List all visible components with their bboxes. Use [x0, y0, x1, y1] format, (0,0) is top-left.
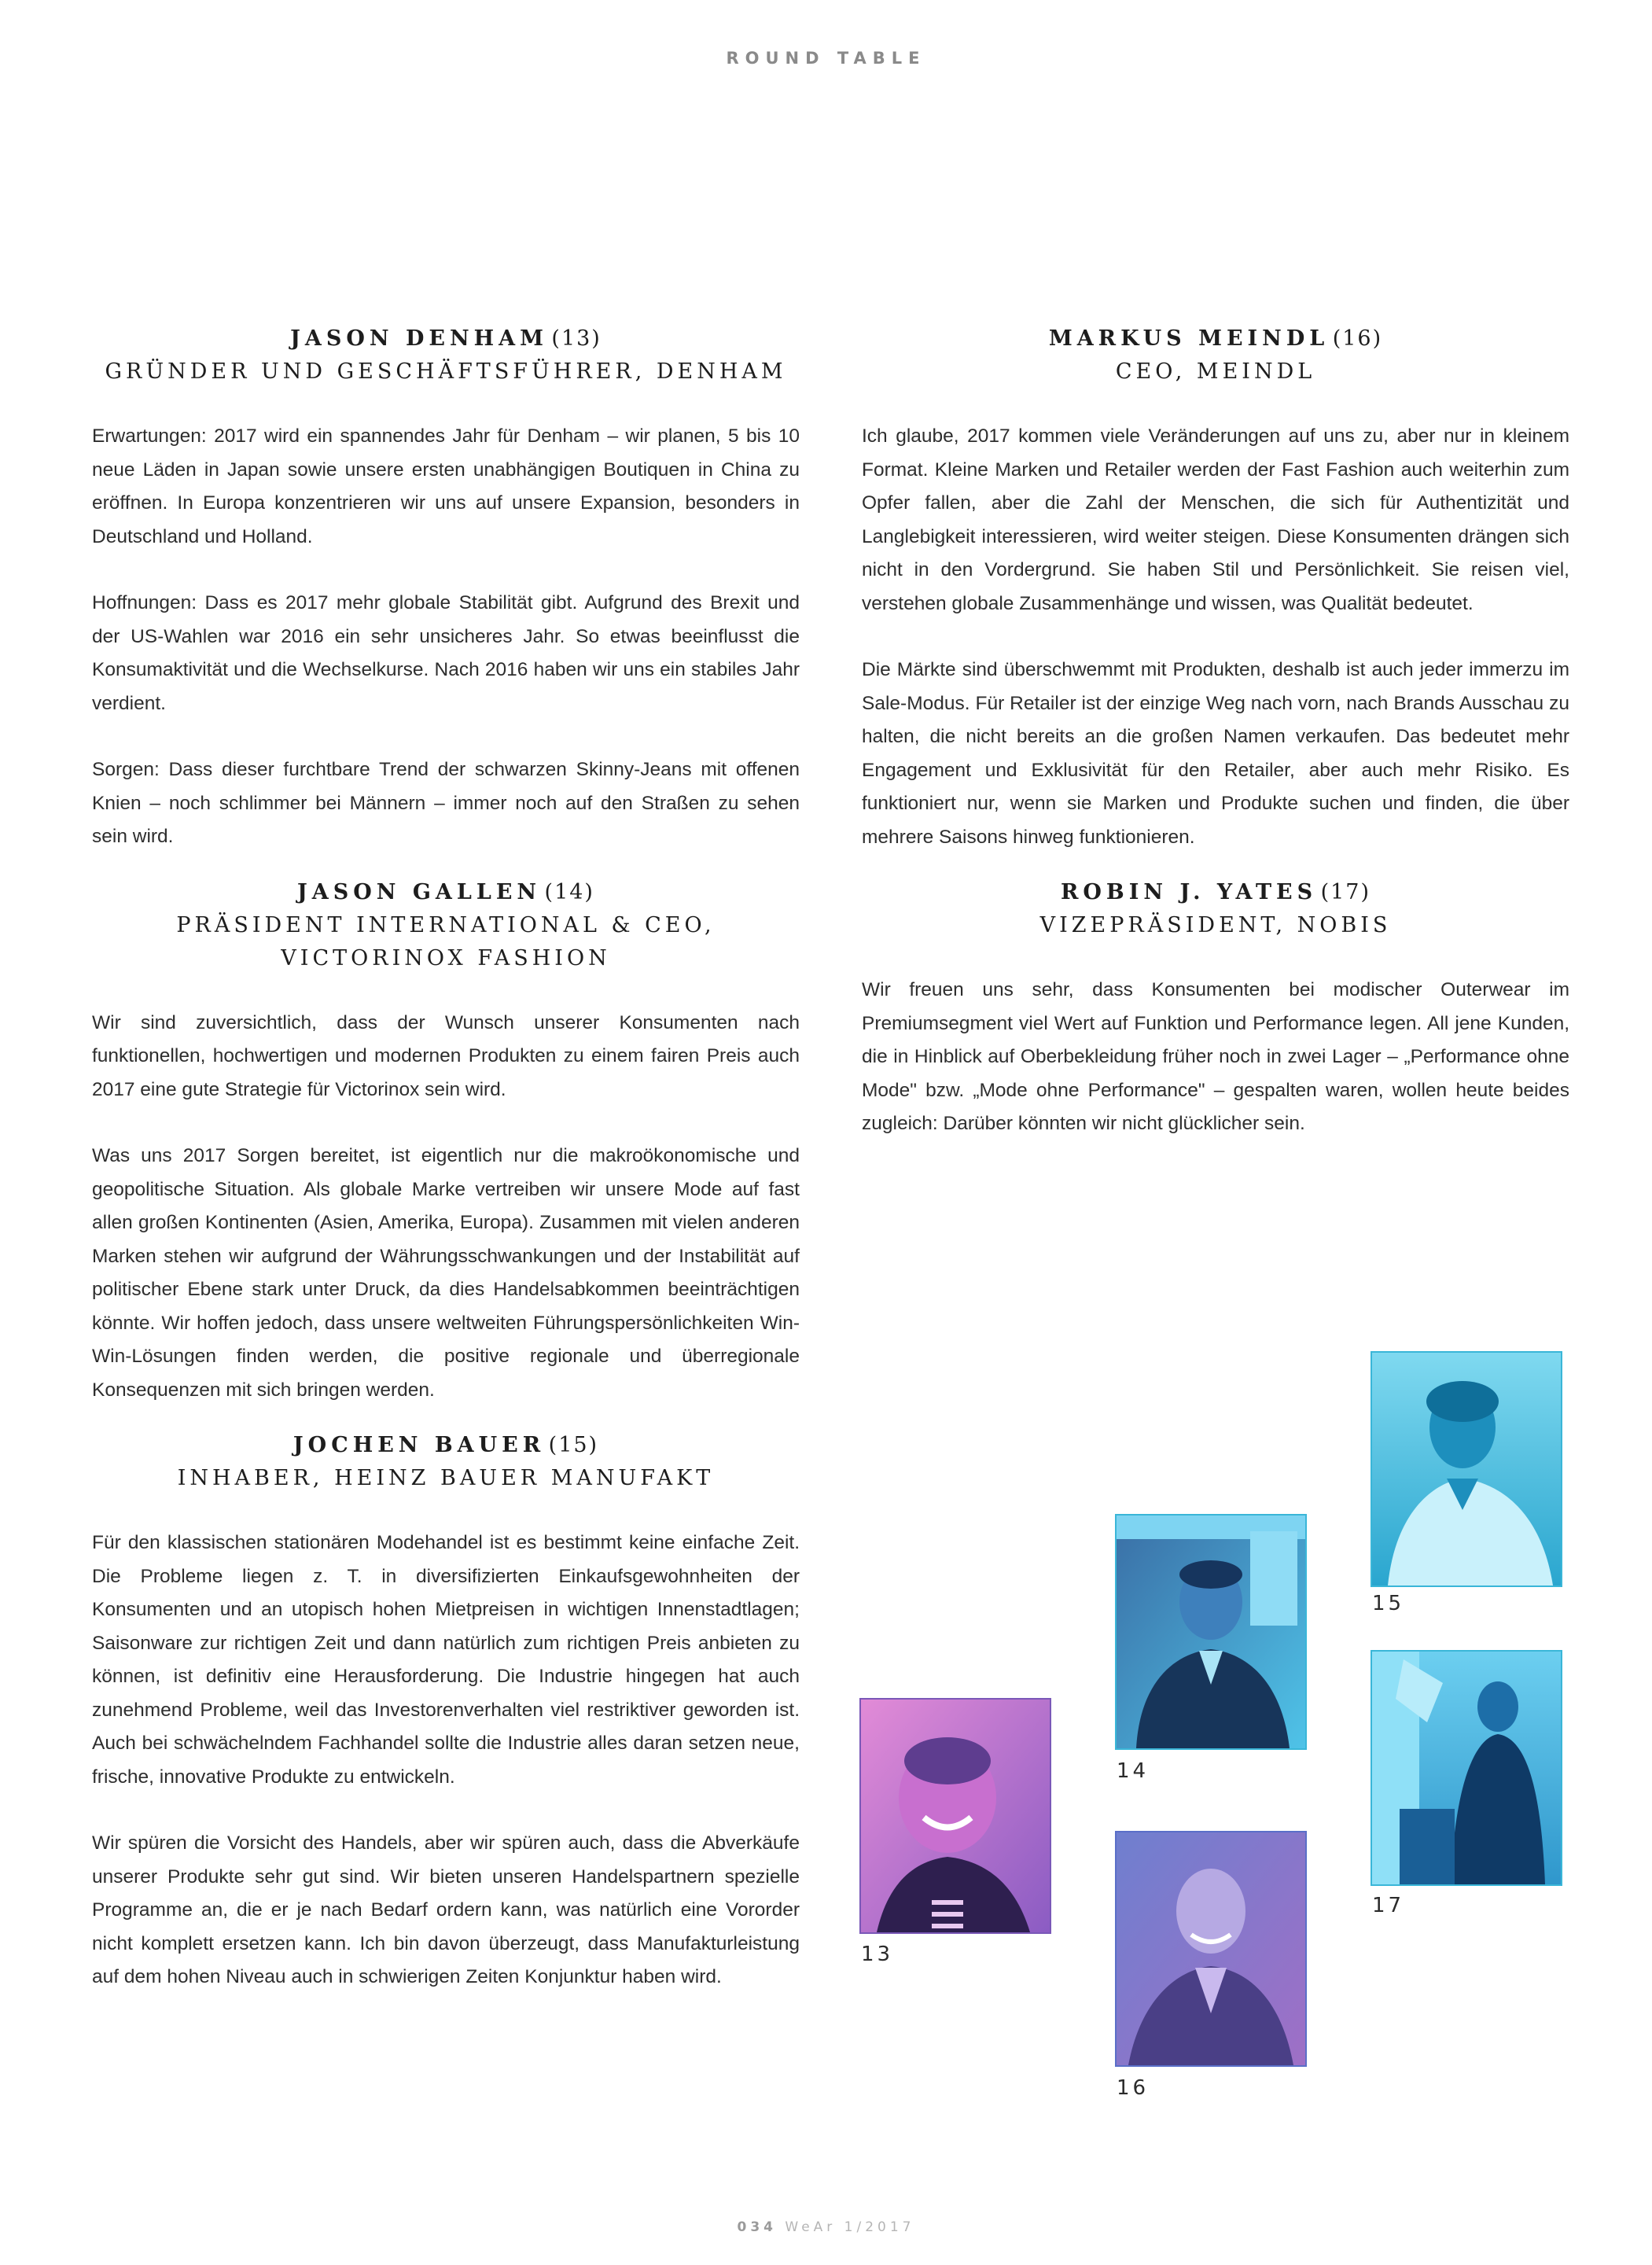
person-name: ROBIN J. YATES	[1060, 880, 1318, 904]
paragraph: Wir spüren die Vorsicht des Handels, aber wir spüren auch, dass die Abverkäufe unserer Produkte sehr gut sind. Wir bieten unseren Handelspartnern spezielle Programme an, die er je nach Bedarf ordern kann, was natürlich eine Vororder nicht komplett ersetzen kann. Ich bin davon überzeugt, dass Manufakturleistung auf dem hohen Niveau auch in schwierigen Zeiten Konjunktur haben wird.	[92, 1832, 800, 1987]
person-number: (16)	[1332, 326, 1383, 351]
person-heading-13	[92, 322, 800, 389]
section-header: ROUND TABLE	[726, 49, 926, 68]
person-name: MARKUS MEINDL	[1048, 326, 1330, 351]
person-role: GRÜNDER UND GESCHÄFTSFÜHRER, DENHAM	[105, 359, 787, 384]
person-heading-14	[92, 876, 800, 975]
person-number: (14)	[544, 879, 594, 904]
person-role: VIZEPRÄSIDENT, NOBIS	[1039, 913, 1392, 937]
paragraph: Was uns 2017 Sorgen bereitet, ist eigentlich nur die makroökonomische und geopolitische Situation. Als globale Marke vertreiben wir unsere Mode auf fast allen großen Kontinenten (Asien, Amerika, Europa). Zusammen mit vielen anderen Marken stehen wir aufgrund der Währungsschwankungen und der Instabilität auf politischer Ebene stark unter Druck, da dies Handelsabkommen beeinträchtigen könnte. Wir hoffen jedoch, dass unsere weltweiten Führungspersönlichkeiten Win-Win-Lösungen finden werden, die positive regionale und überregionale Konsequenzen mit sich bringen werden.	[92, 1145, 800, 1401]
person-role: CEO, MEINDL	[1115, 359, 1316, 384]
person-number: (15)	[548, 1433, 599, 1457]
publication-issue: WeAr 1/2017	[785, 2219, 915, 2235]
page-footer	[0, 2219, 1652, 2235]
page-number: 034	[737, 2219, 777, 2235]
portrait-13-image	[861, 1700, 1050, 1932]
paragraph: Die Märkte sind überschwemmt mit Produkten, deshalb ist auch jeder immerzu im Sale-Modus. Für Retailer ist der einzige Weg nach vorn, nach Brands Ausschau zu halten, die nicht bereits an die großen Namen verkaufen. Das bedeutet mehr Engagement und Exklusivität für den Retailer, aber auch mehr Risiko. Es funktioniert nur, wenn sie Marken und Produkte suchen und finden, die über mehrere Saisons hinweg funktionieren.	[862, 659, 1569, 848]
portrait-photo-13	[859, 1698, 1051, 1934]
portrait-15-image	[1372, 1353, 1561, 1586]
portrait-14-image	[1117, 1516, 1305, 1748]
person-heading-17	[862, 876, 1569, 942]
paragraph: Für den klassischen stationären Modehandel ist es bestimmt keine einfache Zeit. Die Probleme liegen z. T. in diversifizierten Einkaufsgewohnheiten der Konsumenten und an utopisch hohen Mietpreisen in wichtigen Innenstadtlagen; Saisonware zur richtigen Zeit und dann natürlich zum richtigen Preis anbieten zu können, ist definitiv eine Herausforderung. Die Industrie hingegen hat auch zunehmend Probleme, weil das Investorenverhalten viel restriktiver geworden ist. Auch bei schwächelndem Fachhandel sollte die Industrie alles daran setzen neue, frische, innovative Produkte zu entwickeln.	[92, 1532, 800, 1788]
person-name: JASON GALLEN	[297, 879, 542, 904]
photo-caption-17: 17	[1372, 1894, 1405, 1917]
person-heading-16	[862, 322, 1569, 389]
person-role: PRÄSIDENT INTERNATIONAL & CEO,	[176, 912, 716, 937]
person-name: JOCHEN BAUER	[293, 1433, 546, 1457]
right-column	[862, 322, 1569, 1174]
person-name: JASON DENHAM	[290, 326, 548, 351]
left-column	[92, 322, 800, 2027]
portrait-photo-16	[1115, 1831, 1307, 2067]
person-role: INHABER, HEINZ BAUER MANUFAKT	[177, 1466, 715, 1490]
photo-caption-14: 14	[1117, 1759, 1150, 1783]
paragraph: Sorgen: Dass dieser furchtbare Trend der schwarzen Skinny-Jeans mit offenen Knien – noch schlimmer bei Männern – immer noch auf den Straßen zu sehen sein wird.	[92, 759, 800, 847]
portrait-photo-15	[1371, 1351, 1562, 1587]
paragraph: Wir freuen uns sehr, dass Konsumenten bei modischer Outerwear im Premiumsegment viel Wert auf Funktion und Performance legen. All jene Kunden, die in Hinblick auf Oberbekleidung früher noch in zwei Lager – „Performance ohne Mode" bzw. „Mode ohne Performance" – gespalten waren, wollen heute beides zugleich: Darüber könnten wir nicht glücklicher sein.	[862, 979, 1569, 1134]
photo-caption-15: 15	[1372, 1592, 1405, 1615]
portrait-photo-14	[1115, 1514, 1307, 1750]
paragraph: Wir sind zuversichtlich, dass der Wunsch unserer Konsumenten nach funktionellen, hochwertigen und modernen Produkten zu einem fairen Preis auch 2017 eine gute Strategie für Victorinox sein wird.	[92, 1011, 800, 1100]
paragraph: Hoffnungen: Dass es 2017 mehr globale Stabilität gibt. Aufgrund des Brexit und der US-Wahlen war 2016 ein sehr unsicheres Jahr. So etwas beeinflusst die Konsumaktivität und die Wechselkurse. Nach 2016 haben wir uns ein stabiles Jahr verdient.	[92, 592, 800, 714]
person-number: (13)	[551, 326, 602, 351]
portrait-photo-17	[1371, 1650, 1562, 1886]
person-role: VICTORINOX FASHION	[281, 945, 611, 970]
portrait-16-image	[1117, 1832, 1305, 2065]
person-heading-15	[92, 1429, 800, 1495]
paragraph: Ich glaube, 2017 kommen viele Veränderungen auf uns zu, aber nur in kleinem Format. Kleine Marken und Retailer werden der Fast Fashion auch weiterhin zum Opfer fallen, aber die Zahl der Menschen, die sich für Authentizität und Langlebigkeit interessieren, wird weiter steigen. Diese Konsumenten drängen sich nicht in den Vordergrund. Sie haben Stil und Persönlichkeit. Sie reisen viel, verstehen globale Zusammenhänge und wissen, was Qualität bedeutet.	[862, 425, 1569, 614]
photo-caption-16: 16	[1117, 2076, 1150, 2100]
portrait-17-image	[1372, 1652, 1561, 1884]
photo-caption-13: 13	[861, 1943, 894, 1966]
paragraph: Erwartungen: 2017 wird ein spannendes Jahr für Denham – wir planen, 5 bis 10 neue Läden in Japan sowie unsere ersten unabhängigen Boutiquen in China zu eröffnen. In Europa konzentrieren wir uns auf unsere Expansion, besonders in Deutschland und Holland.	[92, 425, 800, 547]
person-number: (17)	[1320, 880, 1371, 904]
